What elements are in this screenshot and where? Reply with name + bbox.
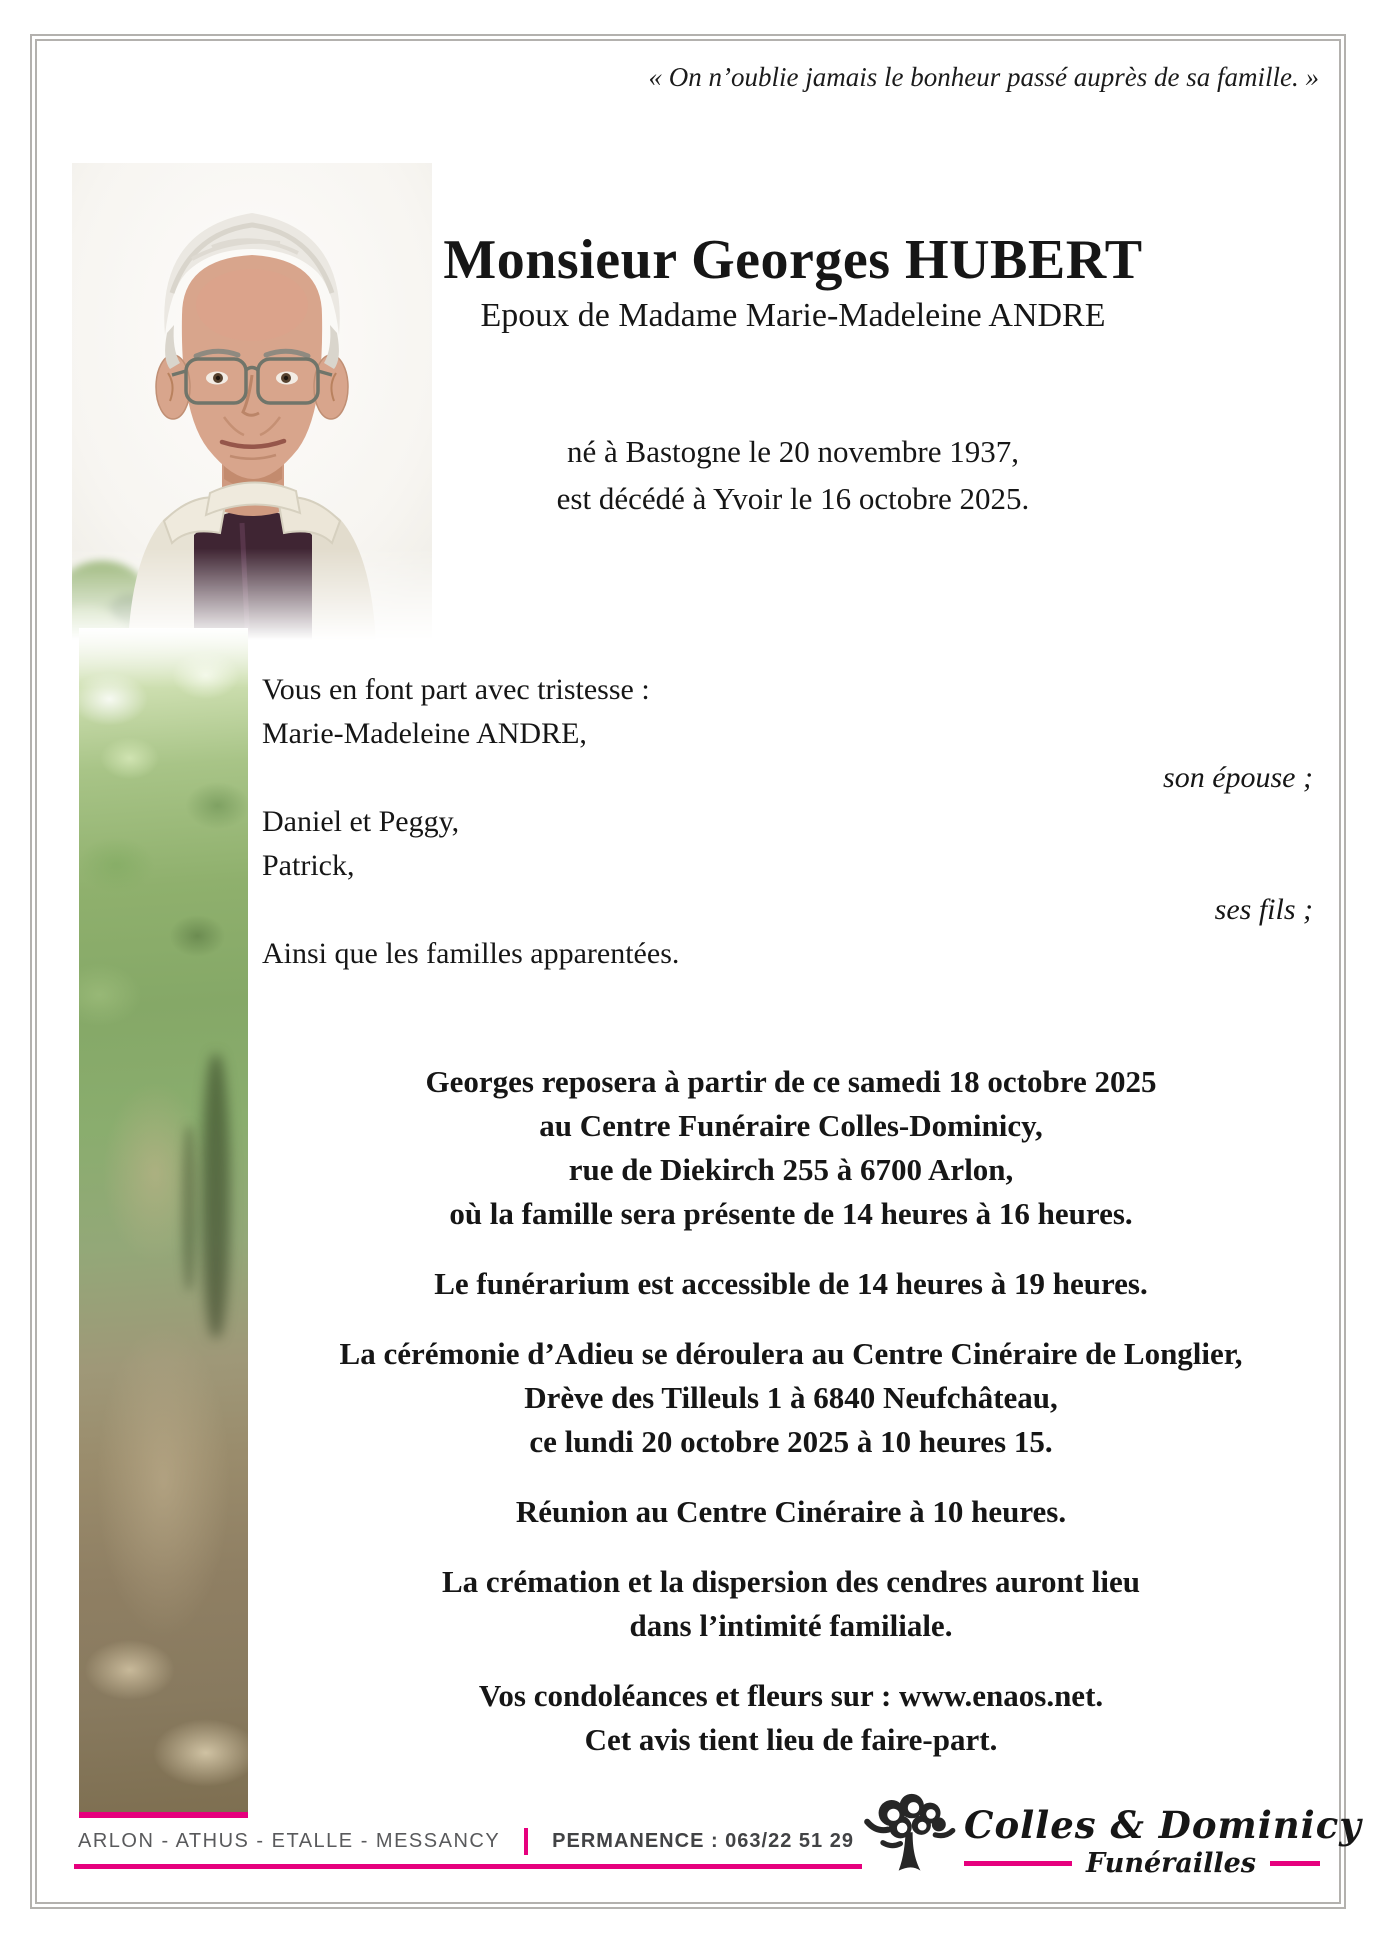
- funerarium-paragraph: Le funérarium est accessible de 14 heures à 19 heures.: [434, 1266, 1148, 1301]
- forest-strip-photo: [79, 628, 248, 1812]
- footer-pink-rule: [74, 1864, 862, 1869]
- condolences-line-2: Cet avis tient lieu de faire-part.: [584, 1722, 998, 1757]
- strip-pink-underline: [79, 1812, 248, 1818]
- brand-text: [964, 1784, 1362, 1877]
- brand-subtitle: Funérailles: [1086, 1848, 1257, 1879]
- birth-line: né à Bastogne le 20 novembre 1937,: [567, 434, 1019, 469]
- repose-line-1: Georges reposera à partir de ce samedi 18 octobre 2025: [425, 1064, 1157, 1099]
- adieu-line-1: La cérémonie d’Adieu se déroulera au Centre Cinéraire de Longlier,: [339, 1336, 1243, 1371]
- repose-line-2: au Centre Funéraire Colles-Dominicy,: [539, 1108, 1043, 1143]
- brand-name: Colles & Dominicy: [964, 1803, 1362, 1847]
- funeral-home-logo: [862, 1784, 1362, 1884]
- footer-separator: [524, 1828, 528, 1855]
- sons-names-1: Daniel et Peggy,: [262, 805, 460, 838]
- strip-top-fade: [79, 628, 248, 688]
- adieu-paragraph: [245, 1332, 1337, 1464]
- adieu-line-2: Drève des Tilleuls 1 à 6840 Neufchâteau,: [524, 1380, 1058, 1415]
- related-families: Ainsi que les familles apparentées.: [262, 937, 680, 970]
- footer-permanence: PERMANENCE : 063/22 51 29: [552, 1830, 854, 1852]
- condolences-paragraph: [245, 1674, 1337, 1762]
- death-line: est décédé à Yvoir le 16 octobre 2025.: [556, 481, 1030, 516]
- brand-subtitle-row: [964, 1850, 1362, 1877]
- reunion-paragraph: Réunion au Centre Cinéraire à 10 heures.: [515, 1494, 1067, 1529]
- wife-name: Marie-Madeleine ANDRE,: [262, 717, 587, 750]
- spouse-line: Epoux de Madame Marie-Madeleine ANDRE: [480, 297, 1106, 334]
- brand-dash-left: [964, 1861, 1072, 1866]
- wife-relation: son épouse ;: [1163, 761, 1313, 794]
- footer-contact-row: [78, 1828, 854, 1855]
- cremation-line-2: dans l’intimité familiale.: [629, 1608, 953, 1643]
- cremation-line-1: La crémation et la dispersion des cendres auront lieu: [441, 1564, 1141, 1599]
- tree-trunk-shape: [202, 1054, 230, 1338]
- footer-cities: ARLON - ATHUS - ETALLE - MESSANCY: [78, 1830, 501, 1852]
- cremation-paragraph: [245, 1560, 1337, 1648]
- repose-line-4: où la famille sera présente de 14 heures à 16 heures.: [449, 1196, 1133, 1231]
- tree-trunk-shape-2: [182, 1125, 196, 1291]
- adieu-line-3: ce lundi 20 octobre 2025 à 10 heures 15.: [529, 1424, 1053, 1459]
- family-intro: Vous en font part avec tristesse :: [262, 673, 650, 706]
- condolences-line-1: Vos condoléances et fleurs sur : www.enaos.net.: [478, 1678, 1104, 1713]
- ceremony-details: [245, 1060, 1337, 1788]
- family-announcement: [262, 668, 1313, 976]
- sons-relation: ses fils ;: [1214, 893, 1313, 926]
- birth-death-dates: [245, 428, 1341, 522]
- deceased-name: Monsieur Georges HUBERT: [443, 229, 1143, 291]
- tree-icon: [862, 1784, 958, 1884]
- repose-line-3: rue de Diekirch 255 à 6700 Arlon,: [568, 1152, 1014, 1187]
- brand-dash-right: [1270, 1861, 1320, 1866]
- memorial-quote: « On n’oublie jamais le bonheur passé auprès de sa famille. »: [648, 62, 1319, 92]
- repose-paragraph: [245, 1060, 1337, 1236]
- sons-names-2: Patrick,: [262, 849, 355, 882]
